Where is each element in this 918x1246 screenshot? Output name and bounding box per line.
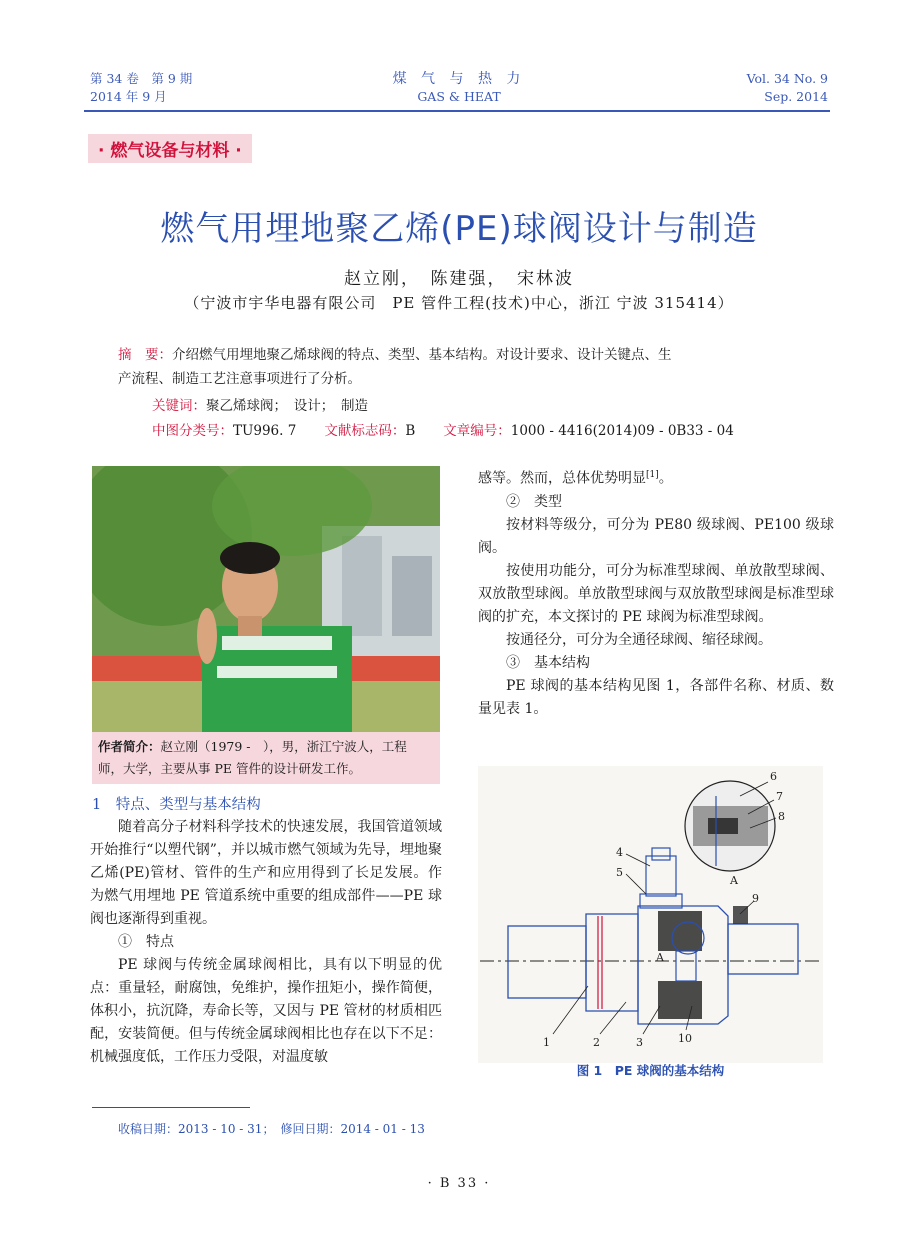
fig-label-4: 4 — [616, 846, 623, 859]
bio-line-1: 赵立刚（1979 - ），男，浙江宁波人，工程 — [160, 739, 407, 754]
keywords — [152, 394, 368, 414]
article-no-label: 文章编号： — [443, 423, 511, 439]
author-bio — [92, 732, 440, 784]
paragraph: 按通径分，可分为全通径球阀、缩径球阀。 — [506, 631, 772, 648]
fig-label-1: 1 — [543, 1036, 550, 1049]
figure-caption: 图 1 PE 球阀的基本结构 — [576, 1063, 725, 1078]
subheading-features: ① 特点 — [118, 934, 174, 950]
fig-label-8: 8 — [778, 810, 785, 823]
section-1-heading: 1 特点、类型与基本结构 — [92, 797, 261, 813]
citation: [1] — [646, 470, 659, 480]
fig-label-7: 7 — [776, 790, 783, 803]
subheading-structure: ③ 基本结构 — [506, 654, 590, 671]
author-photo-image — [92, 466, 440, 732]
header-rule — [84, 110, 830, 112]
right-column-body — [478, 464, 834, 721]
journal-name-cn: 煤 气 与 热 力 — [392, 71, 526, 87]
journal-name-en: GAS & HEAT — [417, 89, 501, 104]
footnote-rule — [92, 1107, 250, 1108]
figure-1 — [478, 766, 823, 1063]
paragraph: 按材料等级分，可分为 PE80 级球阀、PE100 级球阀。 — [478, 516, 834, 556]
paragraph: PE 球阀的基本结构见图 1，各部件名称、材质、数量见表 1。 — [478, 677, 834, 717]
paragraph: 按使用功能分，可分为标准型球阀、单放散型球阀、双放散型球阀。单放散型球阀与双放散型球阀是标准型球阀的扩充，本文探讨的 PE 球阀为标准型球阀。 — [478, 562, 834, 625]
bio-line-2: 师，大学，主要从事 PE 管件的设计研发工作。 — [98, 761, 361, 776]
author-photo — [92, 466, 440, 732]
paragraph: 随着高分子材料科学技术的快速发展，我国管道领域开始推行“以塑代钢”，并以城市燃气领域为先导，埋地聚乙烯(PE)管材、管件的生产和应用得到了长足发展。作为燃气用埋地 PE 管道系统中重要的组成部件——PE 球阀也逐渐得到重视。 — [90, 819, 442, 927]
doc-code-value: B — [405, 423, 416, 439]
continued-end: 。 — [658, 470, 673, 487]
fig-label-3: 3 — [636, 1036, 643, 1049]
classification — [152, 419, 832, 439]
clc-value: TU996. 7 — [233, 423, 297, 439]
doc-code-label: 文献标志码： — [324, 423, 406, 439]
bio-label: 作者简介： — [98, 739, 161, 754]
fig-label-9: 9 — [752, 892, 759, 905]
fig-detail-label: A — [730, 874, 738, 887]
fig-label-6: 6 — [770, 770, 777, 783]
keywords-label: 关键词： — [152, 398, 206, 414]
clc-label: 中图分类号： — [152, 423, 233, 439]
affiliation: （宁波市宇华电器有限公司 PE 管件工程(技术)中心，浙江 宁波 315414） — [184, 294, 734, 312]
fig-label-10: 10 — [678, 1032, 692, 1045]
article-title: 燃气用埋地聚乙烯(PE)球阀设计与制造 — [160, 209, 758, 249]
journal-volume-info-en — [747, 70, 828, 106]
abstract-text-1: 介绍燃气用埋地聚乙烯球阀的特点、类型、基本结构。对设计要求、设计关键点、生 — [172, 347, 672, 363]
abstract-label: 摘 要： — [118, 347, 172, 363]
volume-issue: 第 34 卷 第 9 期 — [90, 71, 193, 86]
paragraph: PE 球阀与传统金属球阀相比，具有以下明显的优点：重量轻，耐腐蚀，免维护，操作扭矩小，操作简便，体积小，抗沉降，寿命长等，又因与 PE 管材的材质相匹配，安装简便。但与传统金属球阀相比也存在以下不足：机械强度低，工作压力受限，对温度敏 — [90, 957, 442, 1065]
continued-text: 感等。然而，总体优势明显 — [478, 470, 646, 487]
continued-line — [478, 464, 834, 491]
abstract-text-2: 产流程、制造工艺注意事项进行了分析。 — [118, 371, 361, 387]
volume-issue-en: Vol. 34 No. 9 — [746, 71, 828, 86]
page-number: · B 33 · — [427, 1176, 491, 1191]
authors: 赵立刚， 陈建强， 宋林波 — [344, 269, 574, 289]
keywords-text: 聚乙烯球阀； 设计； 制造 — [206, 398, 368, 414]
left-column-body — [90, 816, 442, 1069]
abstract — [118, 343, 808, 367]
issue-date-en: Sep. 2014 — [764, 89, 828, 104]
received-dates: 收稿日期：2013 - 10 - 31； 修回日期：2014 - 01 - 13 — [118, 1122, 425, 1136]
fig-label-5: 5 — [616, 866, 623, 879]
ball-valve-diagram — [478, 766, 823, 1063]
fig-section-label: A — [656, 951, 664, 964]
fig-label-2: 2 — [593, 1036, 600, 1049]
article-no-value: 1000 - 4416(2014)09 - 0B33 - 04 — [510, 423, 734, 439]
section-tag: · 燃气设备与材料 · — [88, 134, 252, 163]
issue-date: 2014 年 9 月 — [90, 89, 167, 104]
subheading-types: ② 类型 — [506, 493, 562, 510]
